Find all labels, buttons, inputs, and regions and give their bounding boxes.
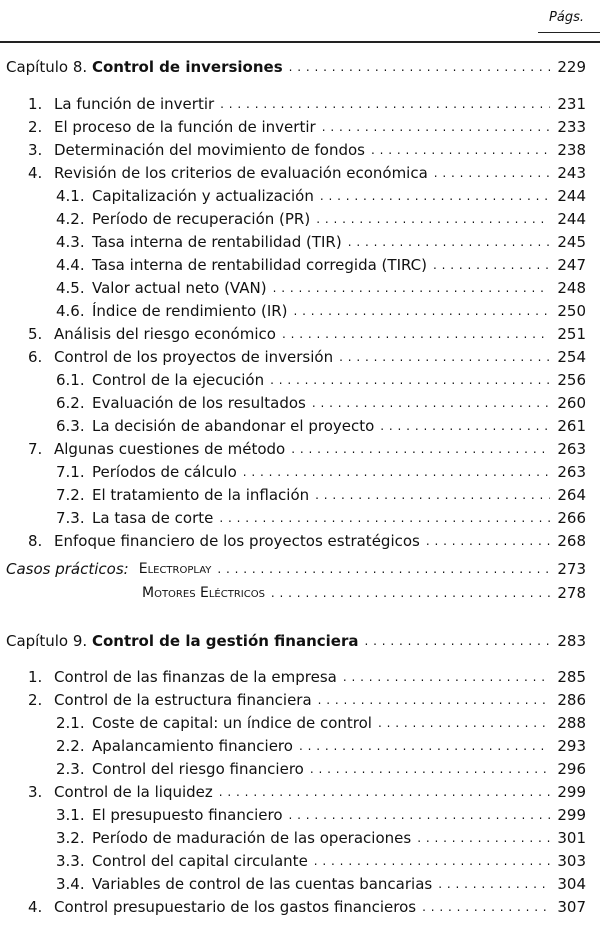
leader-dots (219, 512, 550, 524)
cases-row-1 (6, 554, 586, 578)
toc-entry-page: 263 (557, 440, 586, 458)
chapter-8-prefix: Capítulo 8. (6, 58, 88, 76)
toc-entry-page: 231 (557, 95, 586, 113)
leader-dots (438, 878, 550, 890)
toc-entry-title: Control presupuestario de los gastos financieros (54, 898, 417, 916)
toc-entry-number: 4.5. (56, 279, 85, 297)
toc-entry-number: 1. (28, 95, 43, 113)
toc-entry-page: 245 (557, 233, 586, 251)
toc-entry (56, 846, 586, 870)
leader-dots (315, 489, 550, 501)
leader-dots (434, 167, 550, 179)
toc-entry (56, 457, 586, 481)
toc-entry-page: 299 (557, 783, 586, 801)
toc-entry-page: 299 (557, 806, 586, 824)
leader-dots (348, 236, 550, 248)
toc-entry-number: 3.2. (56, 829, 85, 847)
leader-dots (422, 901, 550, 913)
leader-dots (217, 563, 550, 575)
header-rule (538, 32, 600, 33)
toc-entry-title: Control de la liquidez (54, 783, 213, 801)
toc-entry-title: Capitalización y actualización (92, 187, 314, 205)
toc-entry-page: 244 (557, 187, 586, 205)
toc-entry-title: La tasa de corte (92, 509, 214, 527)
toc-entry-page: 244 (557, 210, 586, 228)
toc-entry-title: Control del riesgo financiero (92, 760, 304, 778)
toc-entry-page: 285 (557, 668, 586, 686)
toc-entry-title: Período de maduración de las operaciones (92, 829, 412, 847)
toc-entry-number: 7. (28, 440, 43, 458)
toc-entry-title: Evaluación de los resultados (92, 394, 306, 412)
toc-entry-number: 2.2. (56, 737, 85, 755)
toc-entry-page: 238 (557, 141, 586, 159)
toc-entry-number: 8. (28, 532, 43, 550)
toc-entry-title: Período de recuperación (PR) (92, 210, 311, 228)
toc-entry-page: 261 (557, 417, 586, 435)
toc-entry (56, 388, 586, 412)
toc-entry-number: 2. (28, 118, 43, 136)
toc-entry-number: 6.3. (56, 417, 85, 435)
toc-entry-number: 4.6. (56, 302, 85, 320)
toc-entry-number: 3.1. (56, 806, 85, 824)
case-title: Motores Eléctricos (142, 585, 265, 601)
toc-entry-number: 3. (28, 783, 43, 801)
leader-dots (364, 635, 550, 647)
leader-dots (320, 190, 550, 202)
toc-entry-number: 3.3. (56, 852, 85, 870)
toc-entry-page: 260 (557, 394, 586, 412)
toc-entry-title: Control del capital circulante (92, 852, 308, 870)
toc-entry-title: La decisión de abandonar el proyecto (92, 417, 375, 435)
leader-dots (289, 809, 550, 821)
toc-entry-title: Valor actual neto (VAN) (92, 279, 267, 297)
top-rule (0, 41, 600, 43)
toc-entry (56, 181, 586, 205)
chapter-8-heading (6, 52, 586, 76)
toc-entry-page: 293 (557, 737, 586, 755)
toc-entry (56, 296, 586, 320)
toc-entry (56, 869, 586, 893)
toc-entry-page: 268 (557, 532, 586, 550)
toc-entry (28, 777, 586, 801)
toc-entry (56, 503, 586, 527)
toc-entry (56, 411, 586, 435)
toc-entry-title: Control de las finanzas de la empresa (54, 668, 337, 686)
leader-dots (433, 259, 550, 271)
leader-dots (312, 397, 550, 409)
toc-entry-number: 3.4. (56, 875, 85, 893)
toc-entry-number: 6. (28, 348, 43, 366)
toc-entry (56, 731, 586, 755)
toc-entry (28, 662, 586, 686)
toc-entry-page: 243 (557, 164, 586, 182)
chapter-9-page: 283 (557, 632, 586, 650)
chapter-9-prefix: Capítulo 9. (6, 632, 88, 650)
toc-entry-title: Tasa interna de rentabilidad corregida (TIRC) (92, 256, 427, 274)
toc-entry (56, 754, 586, 778)
leader-dots (318, 694, 550, 706)
chapter-9-title: Control de la gestión financiera (91, 632, 359, 650)
leader-dots (371, 144, 550, 156)
toc-entry-title: Variables de control de las cuentas bancarias (92, 875, 433, 893)
toc-entry (28, 135, 586, 159)
toc-entry-number: 4. (28, 164, 43, 182)
leader-dots (243, 466, 550, 478)
leader-dots (316, 213, 550, 225)
toc-entry-number: 2.1. (56, 714, 85, 732)
toc-entry-page: 233 (557, 118, 586, 136)
leader-dots (289, 61, 550, 73)
chapter-9-heading (6, 626, 586, 650)
toc-entry (56, 227, 586, 251)
toc-entry-page: 264 (557, 486, 586, 504)
toc-entry-number: 2.3. (56, 760, 85, 778)
toc-entry-number: 4.3. (56, 233, 85, 251)
toc-entry-page: 301 (557, 829, 586, 847)
leader-dots (322, 121, 550, 133)
toc-entry-page: 286 (557, 691, 586, 709)
toc-entry (28, 89, 586, 113)
toc-entry-number: 1. (28, 668, 43, 686)
toc-entry-title: El proceso de la función de invertir (54, 118, 316, 136)
toc-entry-title: Algunas cuestiones de método (54, 440, 286, 458)
toc-entry-page: 288 (557, 714, 586, 732)
leader-dots (219, 786, 550, 798)
cases-row-2 (142, 578, 586, 602)
toc-entry-title: Coste de capital: un índice de control (92, 714, 372, 732)
chapter-8-title: Control de inversiones (91, 58, 283, 76)
toc-entry (56, 273, 586, 297)
leader-dots (343, 671, 550, 683)
toc-entry (56, 480, 586, 504)
toc-entry (28, 112, 586, 136)
toc-entry-page: 250 (557, 302, 586, 320)
toc-entry-number: 7.2. (56, 486, 85, 504)
toc-entry (28, 342, 586, 366)
case-page: 278 (557, 584, 586, 602)
toc-entry (28, 158, 586, 182)
toc-entry-title: Apalancamiento financiero (92, 737, 293, 755)
toc-entry-page: 247 (557, 256, 586, 274)
toc-entry (56, 365, 586, 389)
toc-entry-title: Períodos de cálculo (92, 463, 237, 481)
toc-entry (28, 526, 586, 550)
toc-entry (56, 823, 586, 847)
leader-dots (273, 282, 550, 294)
leader-dots (291, 443, 550, 455)
toc-entry-page: 256 (557, 371, 586, 389)
leader-dots (270, 374, 550, 386)
toc-entry (28, 319, 586, 343)
toc-entry-page: 263 (557, 463, 586, 481)
leader-dots (310, 763, 550, 775)
toc-entry (56, 800, 586, 824)
toc-entry-page: 254 (557, 348, 586, 366)
toc-entry-title: Enfoque financiero de los proyectos estratégicos (54, 532, 420, 550)
case-page: 273 (557, 560, 586, 578)
toc-entry (56, 250, 586, 274)
leader-dots (282, 328, 550, 340)
toc-entry-number: 4.1. (56, 187, 85, 205)
chapter-8-page: 229 (557, 58, 586, 76)
toc-entry-number: 7.3. (56, 509, 85, 527)
toc-entry (28, 892, 586, 916)
toc-entry-page: 303 (557, 852, 586, 870)
toc-entry-title: Índice de rendimiento (IR) (92, 302, 288, 320)
toc-entry-number: 4.2. (56, 210, 85, 228)
toc-entry-title: Revisión de los criterios de evaluación económica (54, 164, 428, 182)
toc-entry-page: 248 (557, 279, 586, 297)
toc-entry-number: 5. (28, 325, 43, 343)
toc-entry-title: Tasa interna de rentabilidad (TIR) (92, 233, 342, 251)
toc-entry-number: 4.4. (56, 256, 85, 274)
toc-entry-page: 296 (557, 760, 586, 778)
toc-entry-number: 7.1. (56, 463, 85, 481)
toc-entry (56, 204, 586, 228)
toc-entry-number: 2. (28, 691, 43, 709)
toc-entry-number: 3. (28, 141, 43, 159)
toc-entry-page: 304 (557, 875, 586, 893)
leader-dots (314, 855, 550, 867)
toc-entry-title: Determinación del movimiento de fondos (54, 141, 365, 159)
toc-entry-number: 6.2. (56, 394, 85, 412)
toc-entry-title: La función de invertir (54, 95, 215, 113)
leader-dots (294, 305, 550, 317)
toc-entry-page: 266 (557, 509, 586, 527)
toc-entry-number: 4. (28, 898, 43, 916)
toc-entry (56, 708, 586, 732)
case-title: Electroplay (138, 561, 212, 577)
toc-entry (28, 685, 586, 709)
leader-dots (380, 420, 550, 432)
toc-entry-title: Análisis del riesgo económico (54, 325, 276, 343)
toc-entry-page: 307 (557, 898, 586, 916)
cases-label: Casos prácticos: (6, 560, 129, 578)
leader-dots (339, 351, 550, 363)
leader-dots (271, 587, 550, 599)
leader-dots (426, 535, 550, 547)
toc-entry-title: Control de la estructura financiera (54, 691, 312, 709)
leader-dots (220, 98, 550, 110)
toc-entry (28, 434, 586, 458)
leader-dots (378, 717, 550, 729)
pages-column-header: Págs. (549, 10, 584, 25)
leader-dots (417, 832, 550, 844)
leader-dots (299, 740, 550, 752)
toc-entry-title: Control de los proyectos de inversión (54, 348, 334, 366)
toc-entry-number: 6.1. (56, 371, 85, 389)
toc-entry-title: El presupuesto financiero (92, 806, 283, 824)
toc-entry-title: El tratamiento de la inflación (92, 486, 310, 504)
toc-entry-title: Control de la ejecución (92, 371, 265, 389)
toc-entry-page: 251 (557, 325, 586, 343)
